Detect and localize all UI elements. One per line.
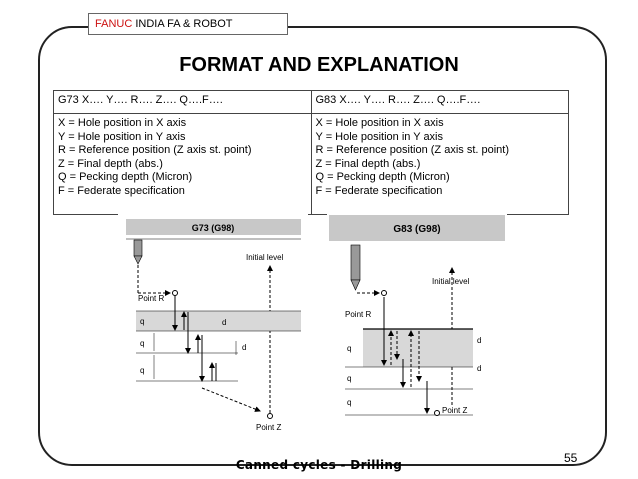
- g73-header: G73 X…. Y…. R…. Z…. Q….F….: [54, 91, 312, 114]
- drill-tool-icon: [134, 240, 142, 264]
- g83-diagram: [327, 213, 507, 423]
- g83-initial-level: Initial level: [432, 277, 470, 286]
- g73-diagram: [118, 213, 308, 438]
- g83-point-r: Point R: [345, 310, 372, 319]
- g73-line-f: F = Federate specification: [58, 184, 185, 197]
- g83-q3: q: [347, 398, 352, 407]
- table-body-row: [54, 114, 569, 215]
- brand-label: [88, 13, 288, 35]
- g83-line-z: Z = Final depth (abs.): [315, 157, 421, 170]
- g83-line-q: Q = Pecking depth (Micron): [315, 171, 450, 183]
- g83-line-y: Y = Hole position in Y axis: [315, 130, 443, 143]
- g73-point-r: Point R: [138, 294, 165, 303]
- g73-title: G73 (G98): [191, 223, 235, 233]
- g73-d1: d: [222, 318, 227, 327]
- g73-initial-level: Initial level: [246, 253, 284, 262]
- g83-explanation: [311, 114, 569, 215]
- g73-q2: q: [140, 339, 145, 348]
- g83-q1: q: [347, 344, 352, 353]
- g83-d1: d: [477, 336, 482, 345]
- g83-title: G83 (G98): [393, 224, 441, 235]
- g83-header: G83 X…. Y…. R…. Z…. Q….F….: [311, 91, 569, 114]
- g83-d2: d: [477, 364, 482, 373]
- g83-q2: q: [347, 374, 352, 383]
- table-header-row: [54, 91, 569, 114]
- brand-fanuc: FANUC: [95, 18, 133, 30]
- page-title: FORMAT AND EXPLANATION: [179, 54, 459, 76]
- g83-line-f: F = Federate specification: [315, 184, 443, 197]
- brand-rest: INDIA FA & ROBOT: [132, 18, 233, 30]
- g83-point-z: Point Z: [442, 406, 468, 415]
- g73-line-r: R = Reference position (Z axis st. point): [58, 144, 252, 156]
- format-table: [53, 90, 569, 215]
- g73-line-q: Q = Pecking depth (Micron): [58, 171, 193, 183]
- g73-line-y: Y = Hole position in Y axis: [58, 130, 186, 143]
- page-number: 55: [564, 451, 578, 465]
- g73-q1: q: [140, 317, 145, 326]
- g73-point-z: Point Z: [256, 423, 282, 432]
- g73-d2: d: [242, 343, 247, 352]
- drill-tool-icon: [351, 245, 360, 290]
- g73-line-z: Z = Final depth (abs.): [58, 157, 163, 170]
- g73-q3: q: [140, 366, 145, 375]
- footer-caption: Canned cycles - Drilling: [235, 458, 403, 472]
- g83-line-r: R = Reference position (Z axis st. point): [315, 144, 509, 156]
- g83-line-x: X = Hole position in X axis: [315, 117, 444, 129]
- g73-line-x: X = Hole position in X axis: [58, 117, 187, 129]
- g73-explanation: [54, 114, 312, 215]
